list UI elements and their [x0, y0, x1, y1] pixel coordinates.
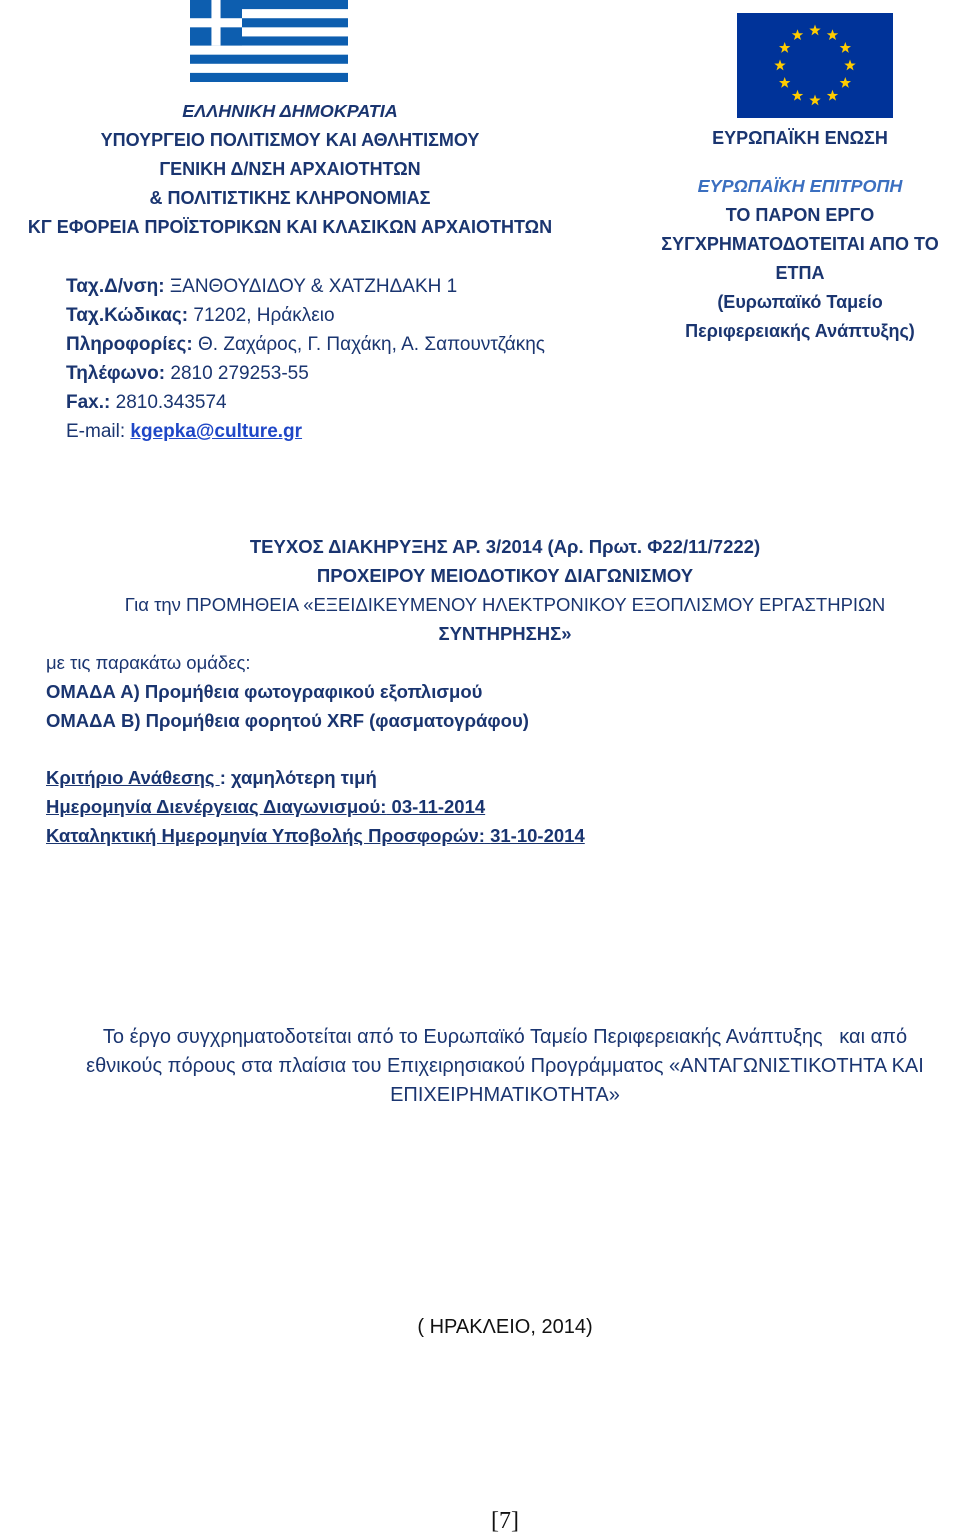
award-value: : χαμηλότερη τιμή [219, 767, 377, 788]
email-link[interactable]: kgepka@culture.gr [130, 421, 303, 442]
tender-subject-cont: ΣΥΝΤΗΡΗΣΗΣ» [438, 623, 572, 644]
conduct-date-value: 03-11-2014 [391, 796, 486, 817]
postcode-label: Ταχ.Κώδικας: [66, 305, 189, 326]
page-number: [7] [491, 1508, 519, 1534]
tender-subject: Για την ΠΡΟΜΗΘΕΙΑ «ΕΞΕΙΔΙΚΕΥΜΕΝΟΥ ΗΛΕΚΤΡΟΝΙΚΟΥ ΕΞΟΠΛΙΣΜΟΥ ΕΡΓΑΣΤΗΡΙΩΝ [124, 594, 886, 615]
postcode-value: 71202, Ηράκλειο [193, 305, 335, 326]
funding-note [50, 1023, 960, 1110]
award-criterion [46, 763, 585, 792]
state-name: ΕΛΛΗΝΙΚΗ ΔΗΜΟΚΡΑΤΙΑ [182, 101, 398, 121]
flag-stripe [190, 55, 348, 64]
flag-cross-horizontal [190, 18, 242, 27]
place-year [50, 1313, 960, 1342]
eu-union-label: ΕΥΡΩΠΑΪΚΗ ΕΝΩΣΗ [712, 128, 888, 148]
conduct-date [46, 792, 585, 821]
address-label: Ταχ.Δ/νση: [66, 276, 165, 297]
ephorate-name: ΚΓ ΕΦΟΡΕΙΑ ΠΡΟΪΣΤΟΡΙΚΩΝ ΚΑΙ ΚΛΑΣΙΚΩΝ ΑΡΧΑΙΟΤΗΤΩΝ [27, 217, 553, 237]
phone-label: Τηλέφωνο: [66, 363, 166, 384]
award-label: Κριτήριο Ανάθεσης [46, 767, 220, 788]
submission-deadline [46, 821, 585, 850]
funding-note-line: ΕΠΙΧΕΙΡΗΜΑΤΙΚΟΤΗΤΑ» [390, 1084, 620, 1106]
contact-details [66, 272, 545, 446]
fax-label: Fax.: [66, 392, 111, 413]
funding-line: Περιφερειακής Ανάπτυξης) [685, 321, 915, 341]
tender-terms [46, 763, 585, 850]
fax-line [66, 388, 545, 417]
funding-note-line: εθνικούς πόρους στα πλαίσια του Επιχειρησιακού Προγράμματος «ΑΝΤΑΓΩΝΙΣΤΙΚΟΤΗΤΑ ΚΑΙ [86, 1055, 924, 1077]
flag-stripe [190, 73, 348, 82]
funding-line: (Ευρωπαϊκό Ταμείο [717, 292, 883, 312]
ministry-name: ΥΠΟΥΡΓΕΙΟ ΠΟΛΙΤΙΣΜΟΥ ΚΑΙ ΑΘΛΗΤΙΣΜΟΥ [100, 130, 480, 150]
place-year-text: ( ΗΡΑΚΛΕΙΟ, 2014) [417, 1316, 593, 1338]
conduct-date-label: Ημερομηνία Διενέργειας Διαγωνισμού: [46, 796, 387, 817]
groups-intro: με τις παρακάτω ομάδες: [46, 652, 251, 673]
funding-line: ΤΟ ΠΑΡΟΝ ΕΡΓΟ [725, 205, 875, 225]
info-label: Πληροφορίες: [66, 334, 193, 355]
directorate-name: ΓΕΝΙΚΗ Δ/ΝΣΗ ΑΡΧΑΙΟΤΗΤΩΝ [159, 159, 421, 179]
eu-heading [640, 124, 960, 153]
deadline-value: 31-10-2014 [490, 825, 585, 846]
issuing-authority [0, 97, 580, 242]
greek-flag [190, 0, 348, 82]
phone-line [66, 359, 545, 388]
address-value: ΞΑΝΘΟΥΔΙΔΟΥ & ΧΑΤΖΗΔΑΚΗ 1 [169, 276, 458, 297]
funding-line: ΣΥΓΧΡΗΜΑΤΟΔΟΤΕΙΤΑΙ ΑΠΟ ΤΟ [661, 234, 939, 254]
directorate-name-cont: & ΠΟΛΙΤΙΣΤΙΚΗΣ ΚΛΗΡΟΝΟΜΙΑΣ [149, 188, 431, 208]
eu-funding-statement [640, 172, 960, 346]
tender-number: ΤΕΥΧΟΣ ΔΙΑΚΗΡΥΞΗΣ ΑΡ. 3/2014 (Αρ. Πρωτ. Φ22/11/7222) [249, 536, 761, 557]
postcode-line [66, 301, 545, 330]
fax-value: 2810.343574 [115, 392, 227, 413]
phone-value: 2810 279253-55 [170, 363, 309, 384]
deadline-label: Καταληκτική Ημερομηνία Υποβολής Προσφορών: [46, 825, 485, 846]
tender-type: ΠΡΟΧΕΙΡΟΥ ΜΕΙΟΔΟΤΙΚΟΥ ΔΙΑΓΩΝΙΣΜΟΥ [316, 565, 694, 586]
funding-note-line: Το έργο συγχρηματοδοτείται από το Ευρωπαϊκό Ταμείο Περιφερειακής Ανάπτυξης και από [102, 1026, 908, 1048]
info-line [66, 330, 545, 359]
eu-flag [737, 13, 893, 118]
tender-groups [46, 648, 529, 735]
group-item: ΟΜΑΔΑ Α) Προμήθεια φωτογραφικού εξοπλισμού [46, 681, 483, 702]
tender-title [50, 532, 960, 648]
address-line [66, 272, 545, 301]
email-line [66, 417, 545, 446]
email-label: E-mail: [66, 421, 126, 442]
group-item: ΟΜΑΔΑ Β) Προμήθεια φορητού XRF (φασματογράφου) [46, 710, 529, 731]
eu-commission-label: ΕΥΡΩΠΑΪΚΗ ΕΠΙΤΡΟΠΗ [697, 176, 903, 196]
info-value: Θ. Ζαχάρος, Γ. Παχάκη, Α. Σαπουντζάκης [198, 334, 545, 355]
funding-line: ΕΤΠΑ [775, 263, 825, 283]
